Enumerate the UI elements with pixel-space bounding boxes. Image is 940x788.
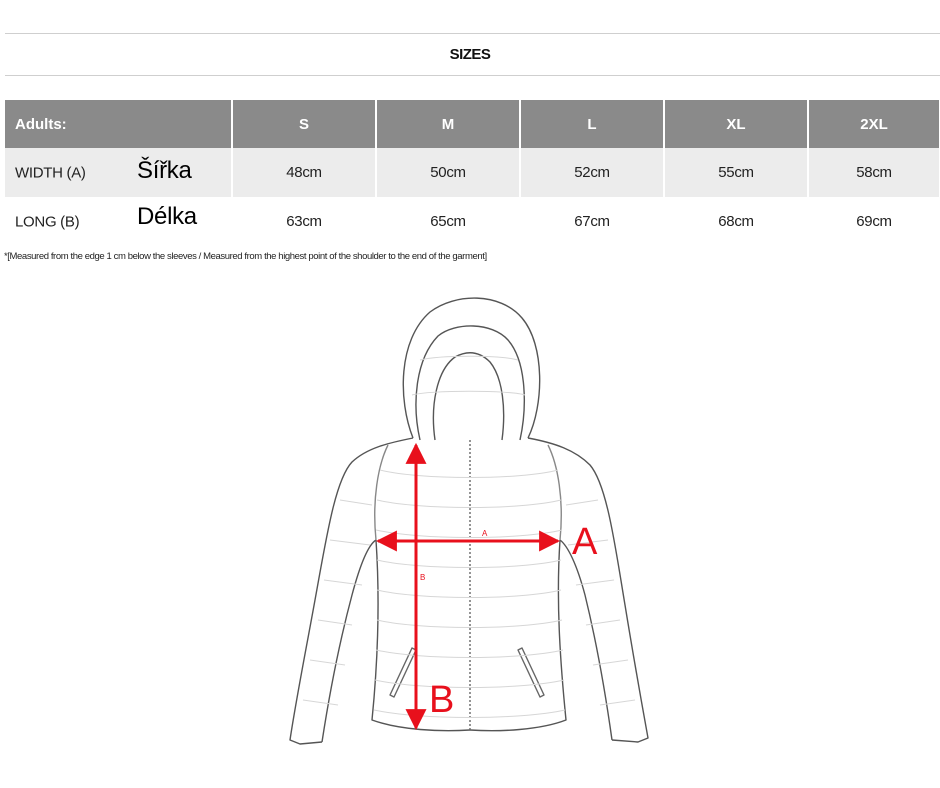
row-label-cz: Délka [137, 203, 197, 230]
row-label-long [5, 197, 232, 246]
table-cell: 52cm [520, 148, 664, 197]
table-row-long [5, 197, 940, 246]
table-cell: 50cm [376, 148, 520, 197]
measurement-note: *[Measured from the edge 1 cm below the sleeves / Measured from the highest point of the shoulder to the end of the garment] [4, 251, 487, 262]
row-label-en: LONG (B) [15, 213, 80, 231]
hood-inner [416, 326, 524, 440]
size-table [5, 100, 940, 246]
jacket-left-lower [372, 540, 470, 731]
table-header-row [5, 100, 940, 148]
header-adults: Adults: [5, 100, 232, 148]
table-cell: 55cm [664, 148, 808, 197]
table-cell: 58cm [808, 148, 940, 197]
row-label-cz: Šířka [137, 157, 192, 184]
length-arrow-small-label: B [420, 573, 426, 582]
header-size-2xl: 2XL [808, 100, 940, 148]
jacket-right-lower [470, 540, 566, 731]
left-sleeve-inner [322, 540, 376, 742]
length-label-b: B [429, 679, 455, 721]
row-label-en: WIDTH (A) [15, 164, 86, 182]
jacket-illustration [280, 290, 660, 760]
width-arrow-small-label: A [482, 529, 488, 538]
table-cell: 69cm [808, 197, 940, 246]
header-size-m: M [376, 100, 520, 148]
hood-outline [403, 298, 539, 438]
header-size-xl: XL [664, 100, 808, 148]
header-size-s: S [232, 100, 376, 148]
title-rule [5, 75, 940, 76]
face-opening [433, 353, 503, 440]
top-rule [5, 33, 940, 34]
jacket-left-side [290, 438, 413, 744]
jacket-right-side [528, 438, 648, 742]
right-sleeve-inner [560, 540, 612, 740]
width-label-a: A [572, 521, 598, 563]
table-row-width [5, 148, 940, 197]
table-cell: 65cm [376, 197, 520, 246]
row-label-width [5, 148, 232, 197]
page-title: SIZES [449, 46, 491, 63]
table-cell: 63cm [232, 197, 376, 246]
header-size-l: L [520, 100, 664, 148]
table-cell: 67cm [520, 197, 664, 246]
table-cell: 68cm [664, 197, 808, 246]
table-cell: 48cm [232, 148, 376, 197]
